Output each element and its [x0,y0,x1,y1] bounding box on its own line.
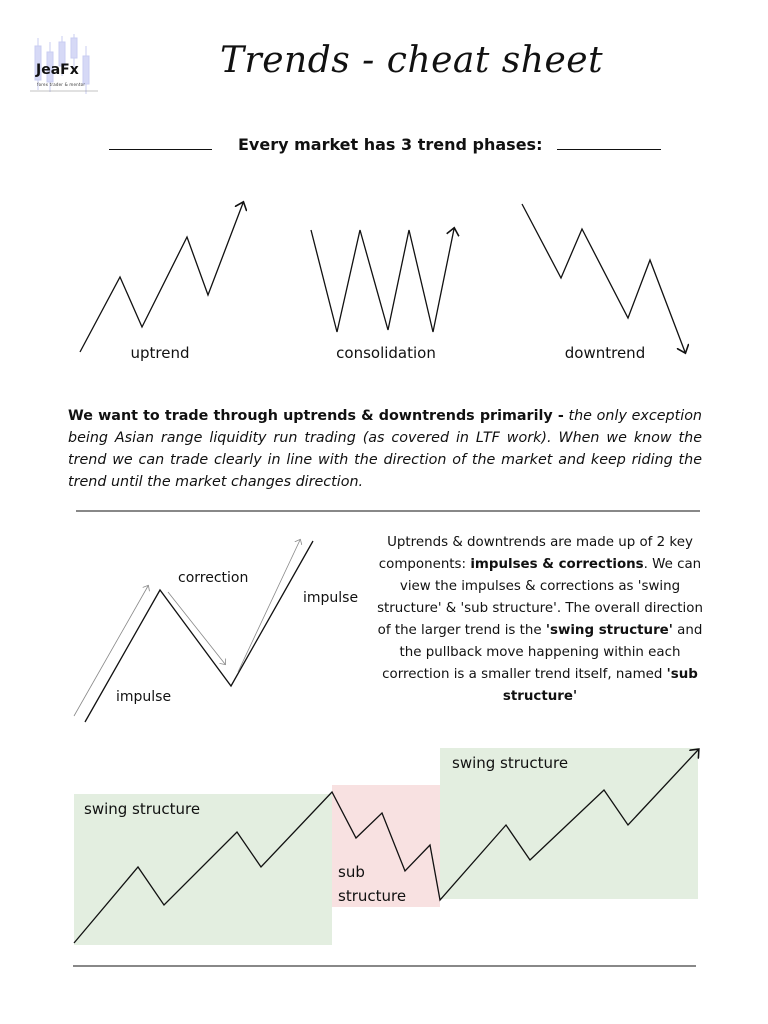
components-bold-sub: 'sub structure' [502,667,698,704]
logo-tagline: forex trader & mentor [37,82,86,87]
uptrend-line [80,203,243,352]
label-sub-structure: sub structure [338,863,407,905]
components-intro: Uptrends & downtrends are made up of 2 key components: [378,535,693,572]
logo-name: JeaFx [36,62,79,78]
phase-label-downtrend: downtrend [564,344,646,362]
correction-guide [168,592,225,664]
phase-label-uptrend: uptrend [130,344,190,362]
intro-bold: We want to trade through uptrends & downtrends primarily - [68,408,564,424]
intro-italic: the only exception being Asian range liquidity run trading (as covered in LTF work). When we know the trend we can trade clearly in line with the direction of the market and keep riding the trend until the market changes direction. [68,408,702,490]
components-text-2: . We can view the impulses & corrections as 'swing structure' & 'sub structure'. The overall direction of the larger trend is the [377,557,703,638]
downtrend-line [522,204,685,352]
components-bold-swing: 'swing structure' [545,623,673,638]
components-text-3: and the pullback move happening within each correction is a smaller trend itself, named [382,623,703,682]
label-impulse-2: impulse [303,590,359,606]
components-explanation [372,532,708,708]
intro-paragraph [68,405,702,493]
label-swing-structure-left: swing structure [84,800,201,818]
label-impulse-1: impulse [116,689,172,705]
label-swing-structure-right: swing structure [452,754,569,772]
label-correction: correction [178,570,249,586]
impulse-guide-2 [238,540,300,672]
components-bold-impulses: impulses & corrections [470,557,644,572]
consolidation-line [311,229,454,332]
phases-heading: Every market has 3 trend phases: [238,135,543,154]
phase-label-consolidation: consolidation [336,344,436,362]
page-title: Trends - cheat sheet [220,40,604,81]
